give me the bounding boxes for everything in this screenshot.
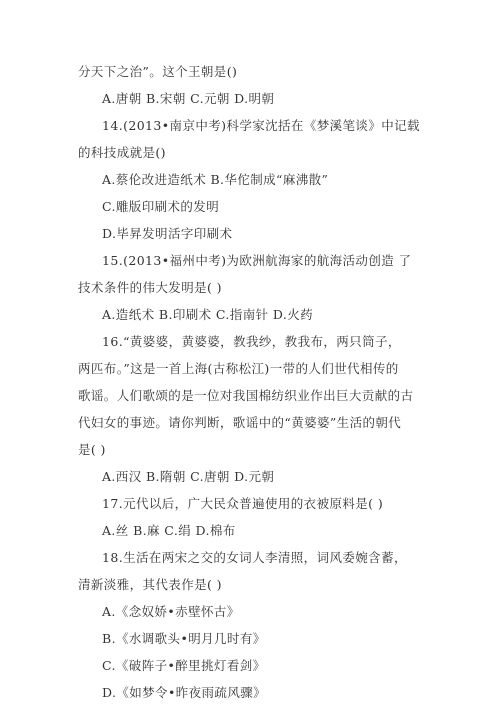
- answer-options: A.西汉 B.隋朝 C.唐朝 D.元朝: [102, 469, 275, 484]
- question-18-line-1: 18.生活在两宋之交的女词人李清照，词风委婉含蓄，: [102, 550, 407, 565]
- question-15-line-1: 15.(2013•福州中考)为欧洲航海家的航海活动创造 了: [102, 253, 412, 268]
- question-14-line-2: 的科技成就是(): [78, 145, 166, 160]
- option-line: C.《破阵子•醉里挑灯看剑》: [102, 658, 266, 673]
- question-16-line-5: 是( ): [78, 442, 106, 457]
- option-line: A.蔡伦改进造纸术 B.华佗制成“麻沸散”: [102, 172, 329, 187]
- option-line: D.《如梦令•昨夜雨疏风骤》: [102, 685, 267, 700]
- option-line: C.雕版印刷术的发明: [102, 199, 220, 214]
- answer-options: A.造纸术 B.印刷术 C.指南针 D.火药: [102, 307, 314, 322]
- question-16-line-1: 16.“黄婆婆，黄婆婆，教我纱，教我布，两只筒子，: [102, 334, 401, 349]
- option-line: B.《水调歌头•明月几时有》: [102, 631, 266, 646]
- text-line: 分天下之治”。这个王朝是(): [78, 64, 238, 79]
- question-14-line-1: 14.(2013•南京中考)科学家沈括在《梦溪笔谈》中记载: [102, 118, 420, 133]
- option-line: D.毕昇发明活字印刷术: [102, 226, 233, 241]
- question-15-line-2: 技术条件的伟大发明是( ): [78, 280, 222, 295]
- answer-options: A.丝 B.麻 C.绢 D.棉布: [102, 523, 236, 538]
- question-17-line-1: 17.元代以后，广大民众普遍使用的衣被原料是( ): [102, 496, 384, 511]
- question-16-line-2: 两匹布。”这是一首上海(古称松江)一带的人们世代相传的: [78, 361, 399, 376]
- answer-options: A.唐朝 B.宋朝 C.元朝 D.明朝: [102, 91, 275, 106]
- question-16-line-4: 代妇女的事迹。请你判断，歌谣中的“黄婆婆”生活的朝代: [78, 415, 402, 430]
- question-16-line-3: 歌谣。人们歌颂的是一位对我国棉纺织业作出巨大贡献的古: [78, 388, 414, 403]
- question-18-line-2: 清新淡雅，其代表作是( ): [78, 577, 222, 592]
- option-line: A.《念奴娇•赤壁怀古》: [102, 604, 240, 619]
